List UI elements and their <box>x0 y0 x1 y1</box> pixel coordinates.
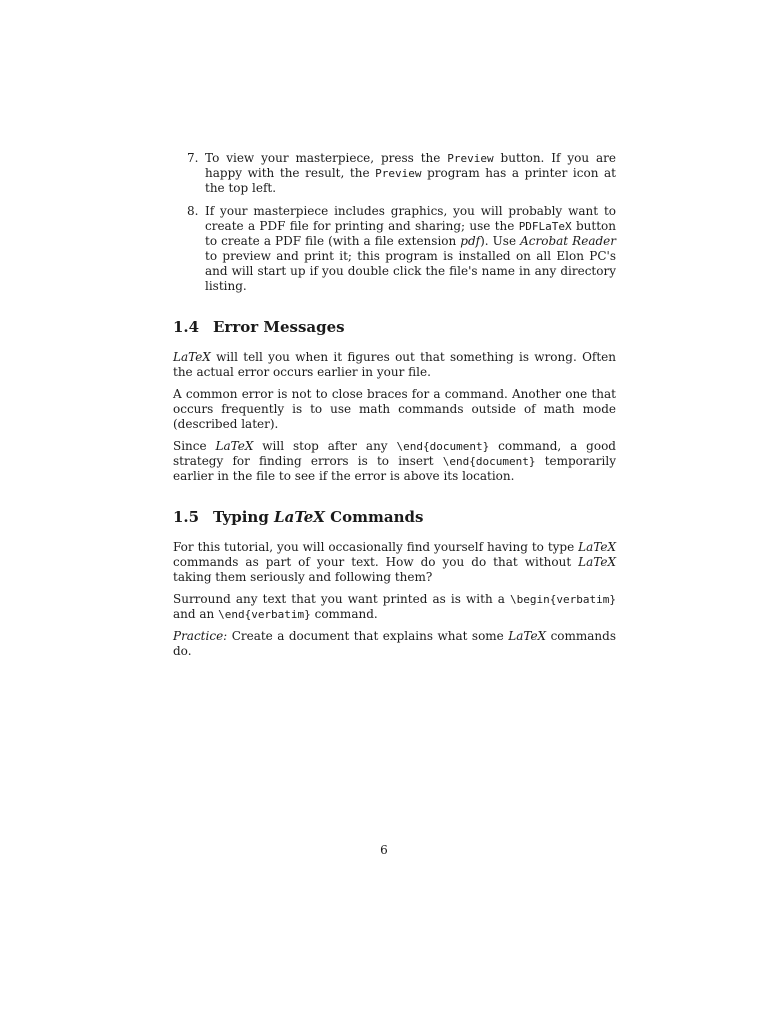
paragraph: Surround any text that you want printed as is with a \begin{verbatim} and an \end{verbatim} command. <box>173 592 616 621</box>
paragraph: Practice: Create a document that explains what some LaTeX commands do. <box>173 629 616 658</box>
emphasis-acrobat-reader: Acrobat Reader <box>520 234 616 248</box>
code-end-document: \end{document} <box>396 440 490 453</box>
section-number: 1.4 <box>173 318 200 336</box>
section-heading-typing-latex-commands: 1.5 Typing LaTeX Commands <box>173 508 424 526</box>
emphasis-pdf: pdf <box>460 234 481 248</box>
page-content <box>173 151 616 666</box>
section-heading-error-messages <box>173 318 616 336</box>
code-pdflatex: PDFLaTeX <box>518 220 572 233</box>
code-end-verbatim: \end{verbatim} <box>218 608 311 621</box>
code-preview: Preview <box>447 152 494 165</box>
practice-label: Practice: <box>173 629 228 643</box>
section-number: 1.5 <box>173 508 200 526</box>
paragraph: A common error is not to close braces for a command. Another one that occurs frequently is to use math commands outside of math mode (described later). <box>173 387 616 431</box>
code-end-document: \end{document} <box>442 455 536 468</box>
code-preview: Preview <box>375 167 422 180</box>
list-item-number: 8. <box>187 204 199 218</box>
paragraph: LaTeX will tell you when it figures out that something is wrong. Often the actual error occurs earlier in your file. <box>173 350 616 379</box>
section-title: Error Messages <box>213 318 345 336</box>
list-item: 7. To view your masterpiece, press the Preview button. If you are happy with the result, the Preview program has a printer icon at the top left. <box>187 151 616 195</box>
paragraph: For this tutorial, you will occasionally find yourself having to type LaTeX commands as part of your text. How do you do that without LaTeX taking them seriously and following them? <box>173 540 616 584</box>
list-item: 8. If your masterpiece includes graphics, you will probably want to create a PDF file for printing and sharing; use the PDFLaTeX button to create a PDF file (with a file extension pdf). Use Acrobat Reader to preview and print it; this program is installed on all Elon PC's and will start up if you double click the file's name in any directory listing. <box>187 204 616 293</box>
numbered-list <box>173 151 616 294</box>
code-begin-verbatim: \begin{verbatim} <box>510 593 616 606</box>
paragraph: Since LaTeX will stop after any \end{document} command, a good strategy for finding errors is to insert \end{document} temporarily earlier in the file to see if the error is above its location. <box>173 439 616 483</box>
list-item-number: 7. <box>187 151 199 165</box>
page-number: 6 <box>380 843 388 857</box>
